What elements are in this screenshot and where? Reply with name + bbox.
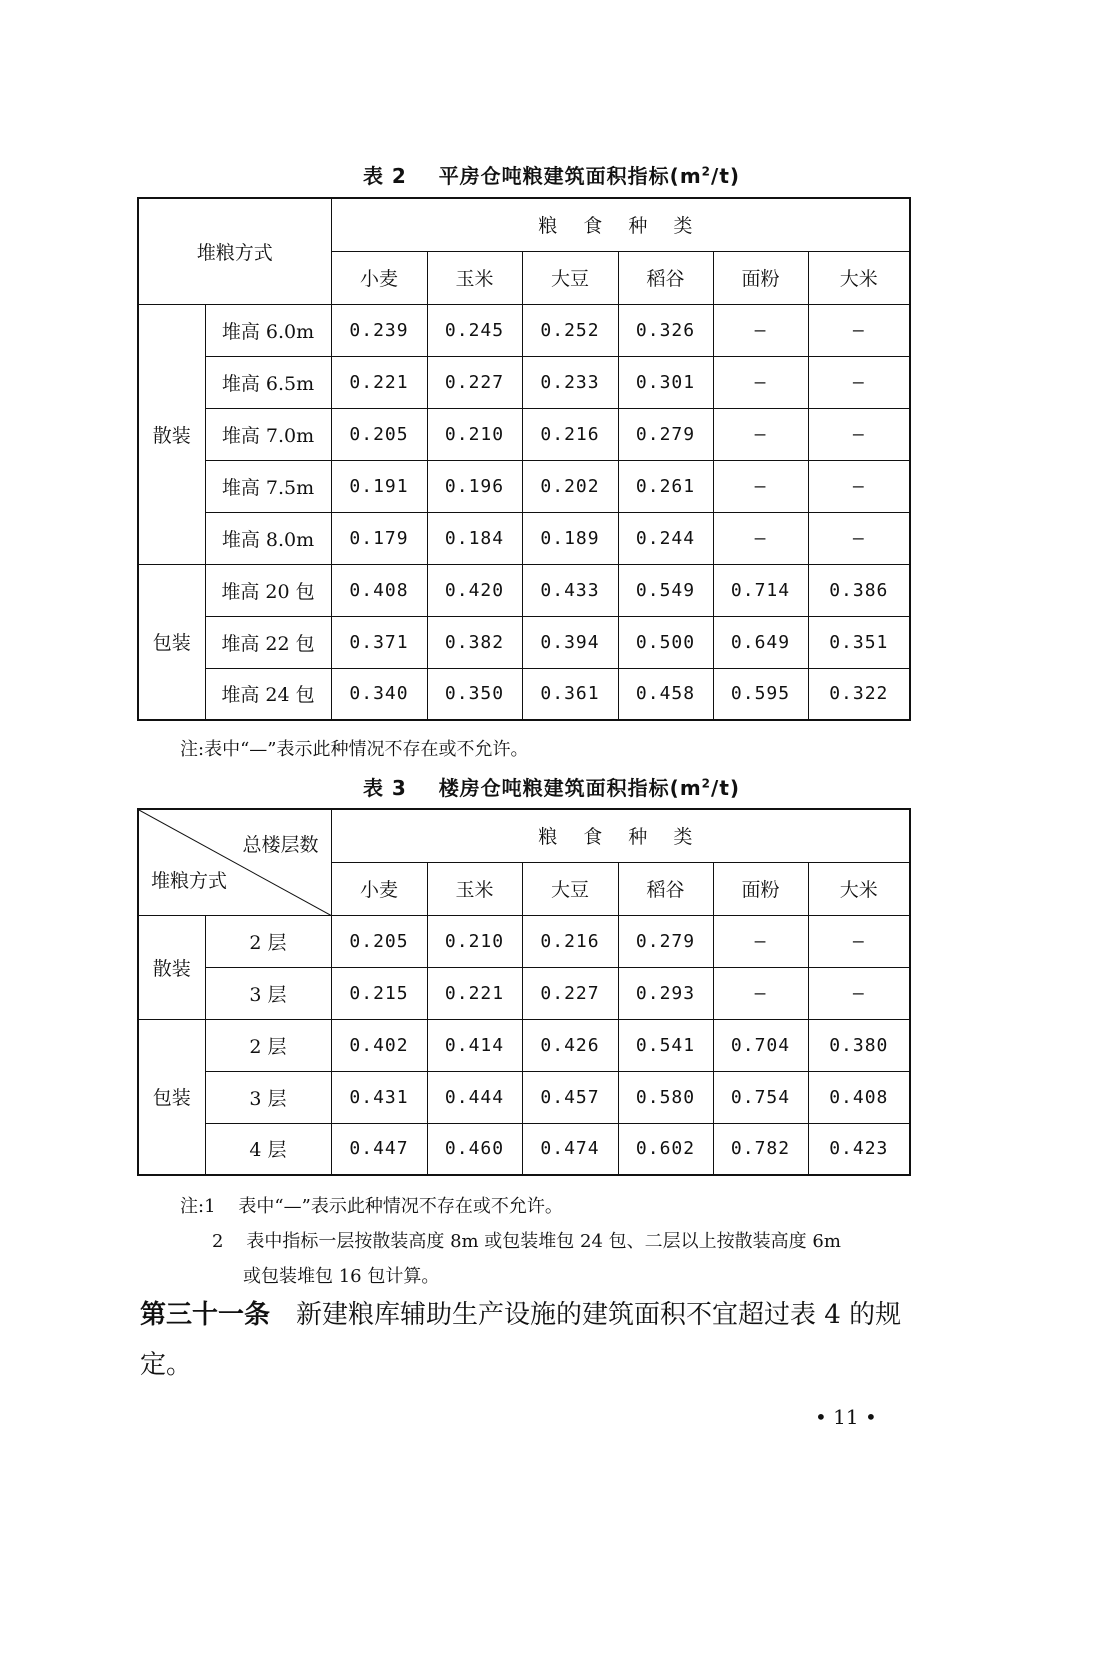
table2-caption-sup: 2: [701, 164, 712, 179]
table3-cell: 0.216: [522, 915, 618, 967]
table-row: [138, 460, 910, 512]
table2-caption-title: 平房仓吨粮建筑面积指标(m: [438, 164, 702, 188]
table2-col-header: 大米: [808, 251, 910, 304]
table2-cell: 0.458: [618, 668, 713, 720]
table2-cell: —: [808, 356, 910, 408]
table2-col-header: 小麦: [331, 251, 427, 304]
table3-cell: 0.205: [331, 915, 427, 967]
table2-group-label: 散装: [138, 304, 205, 564]
table3-col-header: 小麦: [331, 862, 427, 915]
table2-cell: —: [808, 304, 910, 356]
table2-cell: —: [713, 356, 808, 408]
table3-cell: —: [808, 915, 910, 967]
table2-caption-label: 表 2: [362, 164, 407, 188]
table3-group-label: 散装: [138, 915, 205, 1019]
table3-cell: 0.474: [522, 1123, 618, 1175]
table3-cell: —: [713, 915, 808, 967]
table2-row-header: 堆粮方式: [138, 198, 331, 304]
article-text: 新建粮库辅助生产设施的建筑面积不宜超过表 4 的规定。: [140, 1300, 902, 1380]
table2-cell: 0.394: [522, 616, 618, 668]
table3-group-label: 包装: [138, 1019, 205, 1175]
table-row: [138, 512, 910, 564]
table3-cell: 0.414: [427, 1019, 522, 1071]
table3-cell: 0.457: [522, 1071, 618, 1123]
table3-caption-sup: 2: [701, 776, 712, 791]
table2-cell: 0.549: [618, 564, 713, 616]
table2-cell: 0.221: [331, 356, 427, 408]
table2-cell: —: [713, 460, 808, 512]
table2-cell: 0.252: [522, 304, 618, 356]
table3-col-header: 稻谷: [618, 862, 713, 915]
table3-cell: 0.444: [427, 1071, 522, 1123]
table2-col-header: 稻谷: [618, 251, 713, 304]
table2-cell: —: [808, 408, 910, 460]
table2-cell: 0.210: [427, 408, 522, 460]
table2-row-label: 堆高 7.0m: [205, 408, 331, 460]
table2-cell: 0.191: [331, 460, 427, 512]
page-number: • 11 •: [815, 1405, 877, 1429]
table2-cell: —: [808, 512, 910, 564]
table3-cell: 0.215: [331, 967, 427, 1019]
table-row: [138, 616, 910, 668]
table3-row-label: 3 层: [205, 1071, 331, 1123]
table2-note: 注:表中“—”表示此种情况不存在或不允许。: [180, 739, 529, 760]
table2-cell: 0.595: [713, 668, 808, 720]
table3-col-header: 面粉: [713, 862, 808, 915]
table2-cell: 0.420: [427, 564, 522, 616]
table2-cell: 0.371: [331, 616, 427, 668]
table3-cell: 0.754: [713, 1071, 808, 1123]
table3-note2-num: 2: [212, 1231, 224, 1252]
table3-cell: 0.460: [427, 1123, 522, 1175]
table3-cell: 0.380: [808, 1019, 910, 1071]
table2-cell: 0.184: [427, 512, 522, 564]
table3-caption-tail: /t): [711, 776, 741, 800]
article-31: [140, 1290, 920, 1390]
table2-cell: 0.216: [522, 408, 618, 460]
table2-cell: 0.340: [331, 668, 427, 720]
table3-cell: 0.408: [808, 1071, 910, 1123]
table-row: [138, 1123, 910, 1175]
table2-cell: 0.714: [713, 564, 808, 616]
table3-col-header: 大豆: [522, 862, 618, 915]
table2-cell: 0.279: [618, 408, 713, 460]
table2-cell: 0.382: [427, 616, 522, 668]
table2-col-header: 面粉: [713, 251, 808, 304]
table2-row-label: 堆高 6.5m: [205, 356, 331, 408]
table3-cell: 0.426: [522, 1019, 618, 1071]
table2-cell: 0.361: [522, 668, 618, 720]
table2-cell: 0.239: [331, 304, 427, 356]
table3: [137, 808, 911, 1176]
diagonal-line: [139, 810, 332, 916]
table2-caption-tail: /t): [711, 164, 741, 188]
table3-note-2-cont: 或包装堆包 16 包计算。: [243, 1266, 440, 1287]
table2-cell: 0.386: [808, 564, 910, 616]
table2-cell: 0.227: [427, 356, 522, 408]
table3-cell: 0.227: [522, 967, 618, 1019]
table2-cell: 0.261: [618, 460, 713, 512]
table3-cell: 0.293: [618, 967, 713, 1019]
table3-col-header: 玉米: [427, 862, 522, 915]
table3-row-label: 3 层: [205, 967, 331, 1019]
table3-col-header: 大米: [808, 862, 910, 915]
table3-cell: 0.423: [808, 1123, 910, 1175]
table2-cell: 0.301: [618, 356, 713, 408]
table3-note-2: [212, 1227, 841, 1253]
table2-row-label: 堆高 20 包: [205, 564, 331, 616]
table2-cell: 0.500: [618, 616, 713, 668]
article-number: 第三十一条: [140, 1300, 271, 1330]
table2-col-header: 大豆: [522, 251, 618, 304]
table3-cell: 0.602: [618, 1123, 713, 1175]
table3-cell: 0.279: [618, 915, 713, 967]
table3-caption-label: 表 3: [362, 776, 407, 800]
table2-cell: 0.322: [808, 668, 910, 720]
table3-caption-title: 楼房仓吨粮建筑面积指标(m: [438, 776, 702, 800]
table-row: [138, 915, 910, 967]
table3-cell: 0.541: [618, 1019, 713, 1071]
table2-col-header: 玉米: [427, 251, 522, 304]
table2-row-label: 堆高 7.5m: [205, 460, 331, 512]
table2-cell: 0.245: [427, 304, 522, 356]
table3-cell: 0.431: [331, 1071, 427, 1123]
table3-cell: —: [808, 967, 910, 1019]
table2-cell: —: [713, 408, 808, 460]
table2-row-label: 堆高 6.0m: [205, 304, 331, 356]
table3-cell: 0.447: [331, 1123, 427, 1175]
table2-cell: 0.179: [331, 512, 427, 564]
table2-row-label: 堆高 22 包: [205, 616, 331, 668]
table2-cell: 0.408: [331, 564, 427, 616]
table-row: [138, 967, 910, 1019]
table3-cell: —: [713, 967, 808, 1019]
table-row: [138, 1019, 910, 1071]
table-row: [138, 408, 910, 460]
table2-cell: 0.326: [618, 304, 713, 356]
table2-cell: 0.244: [618, 512, 713, 564]
table3-row-label: 4 层: [205, 1123, 331, 1175]
table-row: [138, 1071, 910, 1123]
table2-row-label: 堆高 8.0m: [205, 512, 331, 564]
table3-cell: 0.782: [713, 1123, 808, 1175]
table3-cell: 0.580: [618, 1071, 713, 1123]
table2-cell: 0.433: [522, 564, 618, 616]
table3-cell: 0.402: [331, 1019, 427, 1071]
table2-cell: 0.196: [427, 460, 522, 512]
table2-cell: 0.202: [522, 460, 618, 512]
table2-cell: —: [713, 512, 808, 564]
table2-group-label: 包装: [138, 564, 205, 720]
table-row: [138, 356, 910, 408]
table3-row-label: 2 层: [205, 915, 331, 967]
table2: [137, 197, 911, 721]
table2-cell: —: [808, 460, 910, 512]
table3-caption: [0, 772, 1103, 801]
table2-cell: 0.649: [713, 616, 808, 668]
table2-cell: —: [713, 304, 808, 356]
table3-note-prefix: 注:1: [180, 1196, 216, 1217]
table2-cell: 0.233: [522, 356, 618, 408]
table-row: [138, 304, 910, 356]
table2-cell: 0.351: [808, 616, 910, 668]
table3-cell: 0.221: [427, 967, 522, 1019]
table2-cell: 0.350: [427, 668, 522, 720]
table2-caption: [0, 160, 1103, 189]
table2-group-header: 粮 食 种 类: [331, 198, 910, 251]
table3-cell: 0.704: [713, 1019, 808, 1071]
table3-diagonal-header: [138, 809, 331, 915]
table3-diag-top-label: 总楼层数: [242, 834, 319, 856]
table2-cell: 0.205: [331, 408, 427, 460]
table3-row-label: 2 层: [205, 1019, 331, 1071]
table2-cell: 0.189: [522, 512, 618, 564]
table3-note-1: [180, 1192, 563, 1218]
table3-diag-bottom-label: 堆粮方式: [151, 869, 228, 892]
table3-note2-line1: 表中指标一层按散装高度 8m 或包装堆包 24 包、二层以上按散装高度 6m: [246, 1231, 841, 1252]
table3-group-header: 粮 食 种 类: [331, 809, 910, 862]
table3-note1-text: 表中“—”表示此种情况不存在或不允许。: [238, 1196, 563, 1217]
table-row: [138, 668, 910, 720]
table3-cell: 0.210: [427, 915, 522, 967]
table2-row-label: 堆高 24 包: [205, 668, 331, 720]
table-row: [138, 564, 910, 616]
